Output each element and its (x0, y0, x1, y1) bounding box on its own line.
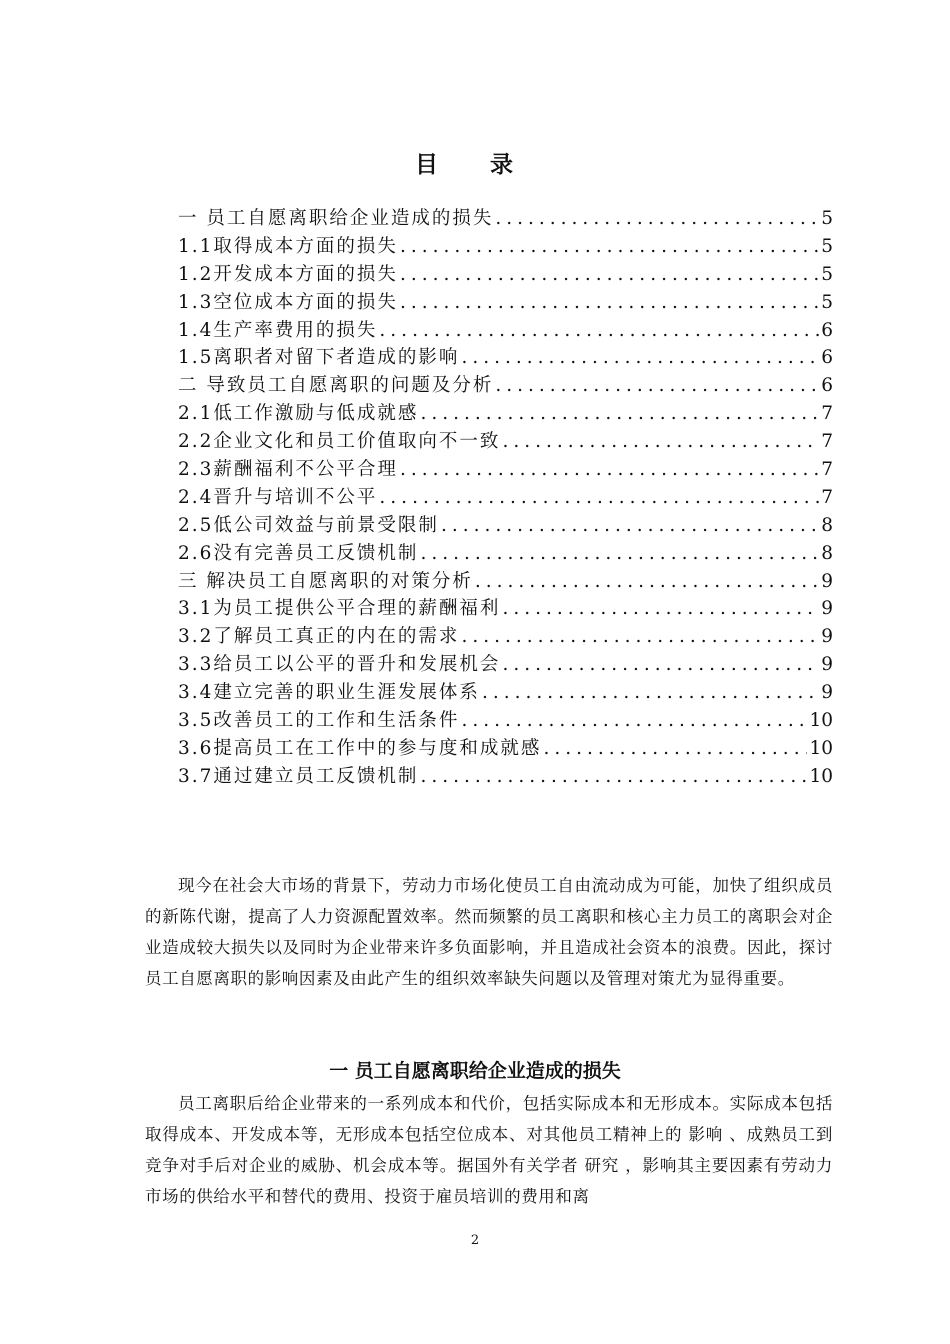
toc-entry-page: 9 (821, 682, 833, 704)
toc-dot-leader (502, 654, 819, 675)
toc-dot-leader (495, 375, 819, 396)
toc-entry-page: 9 (821, 598, 833, 620)
toc-entry[interactable] (178, 483, 833, 511)
toc-entry[interactable] (178, 706, 833, 734)
toc-entry[interactable] (178, 260, 833, 288)
toc-entry[interactable] (178, 511, 833, 539)
toc-entry[interactable] (178, 316, 833, 344)
toc-entry-label: 3.6提高员工在工作中的参与度和成就感 (178, 737, 542, 759)
toc-entry-page: 8 (821, 542, 833, 564)
toc-entry-label: 1.4生产率费用的损失 (178, 319, 378, 341)
toc-entry[interactable] (178, 762, 833, 790)
toc-entry-label: 三 解决员工自愿离职的对策分析 (178, 570, 473, 592)
toc-entry[interactable] (178, 232, 833, 260)
toc-entry[interactable] (178, 288, 833, 316)
table-of-contents (178, 204, 833, 790)
toc-entry-page: 7 (821, 459, 833, 481)
toc-entry-label: 2.2企业文化和员工价值取向不一致 (178, 431, 501, 453)
toc-entry-label: 3.2了解员工真正的内在的需求 (178, 626, 460, 648)
toc-entry-label: 二 导致员工自愿离职的问题及分析 (178, 375, 494, 397)
toc-entry-label: 1.3空位成本方面的损失 (178, 291, 398, 313)
toc-entry[interactable] (178, 427, 833, 455)
toc-entry-label: 一 员工自愿离职给企业造成的损失 (178, 208, 494, 229)
toc-entry-page: 5 (821, 263, 833, 285)
toc-entry-label: 3.5改善员工的工作和生活条件 (178, 710, 460, 732)
toc-entry-label: 3.1为员工提供公平合理的薪酬福利 (178, 598, 501, 620)
toc-entry-page: 10 (809, 765, 833, 787)
toc-entry[interactable] (178, 678, 833, 706)
toc-entry[interactable] (178, 539, 833, 567)
toc-entry-page: 9 (821, 626, 833, 648)
toc-title: 目 录 (414, 152, 535, 178)
toc-entry[interactable] (178, 343, 833, 371)
toc-dot-leader (461, 626, 819, 647)
toc-entry-page: 10 (809, 710, 833, 732)
toc-entry-page: 7 (821, 431, 833, 453)
toc-dot-leader (461, 710, 807, 731)
toc-entry-label: 2.6没有完善员工反馈机制 (178, 542, 419, 564)
toc-dot-leader (543, 738, 807, 759)
toc-dot-leader (420, 766, 807, 787)
toc-entry[interactable] (178, 399, 833, 427)
toc-entry-label: 3.4建立完善的职业生涯发展体系 (178, 682, 480, 704)
toc-entry-label: 2.3薪酬福利不公平合理 (178, 459, 398, 481)
toc-dot-leader (482, 682, 819, 703)
toc-dot-leader (502, 431, 819, 452)
toc-dot-leader (400, 292, 819, 313)
toc-dot-leader (400, 459, 819, 480)
toc-entry[interactable] (178, 622, 833, 650)
toc-entry-page: 9 (821, 654, 833, 676)
toc-entry-page: 5 (821, 291, 833, 313)
toc-entry-label: 2.5低公司效益与前景受限制 (178, 514, 439, 536)
toc-dot-leader (379, 487, 819, 508)
toc-entry-page: 6 (821, 319, 833, 341)
toc-entry-page: 7 (821, 403, 833, 425)
toc-dot-leader (461, 347, 819, 368)
toc-dot-leader (379, 320, 819, 341)
section-heading: 一 员工自愿离职给企业造成的损失 (329, 1060, 621, 1082)
toc-dot-leader (400, 264, 819, 285)
toc-dot-leader (420, 403, 819, 424)
toc-entry[interactable] (178, 371, 833, 399)
toc-entry-label: 2.4晋升与培训不公平 (178, 486, 378, 508)
toc-entry[interactable] (178, 594, 833, 622)
toc-entry-page: 9 (821, 570, 833, 592)
toc-entry-label: 3.3给员工以公平的晋升和发展机会 (178, 654, 501, 676)
toc-dot-leader (495, 208, 819, 229)
toc-entry-page: 5 (821, 235, 833, 257)
toc-entry[interactable] (178, 734, 833, 762)
toc-entry[interactable] (178, 204, 833, 232)
toc-dot-leader (420, 543, 819, 564)
toc-entry[interactable] (178, 455, 833, 483)
toc-entry-page: 5 (821, 208, 833, 229)
toc-entry-page: 10 (809, 737, 833, 759)
toc-entry[interactable] (178, 650, 833, 678)
toc-entry-page: 7 (821, 486, 833, 508)
page-number: 2 (470, 1233, 480, 1248)
toc-entry-label: 3.7通过建立员工反馈机制 (178, 765, 419, 787)
toc-dot-leader (400, 236, 819, 257)
toc-entry-page: 6 (821, 347, 833, 369)
toc-dot-leader (475, 571, 819, 592)
toc-entry-label: 1.2开发成本方面的损失 (178, 263, 398, 285)
toc-entry-page: 6 (821, 375, 833, 397)
toc-entry-label: 2.1低工作激励与低成就感 (178, 403, 419, 425)
toc-entry-label: 1.1取得成本方面的损失 (178, 235, 398, 257)
toc-dot-leader (441, 515, 819, 536)
section-paragraph: 员工离职后给企业带来的一系列成本和代价，包括实际成本和无形成本。实际成本包括取得成本、开发成本等，无形成本包括空位成本、对其他员工精神上的 影响 、成熟员工到竞争对手后对企业的威胁、机会成本等。据国外有关学者 研究 ，影响其主要因素有劳动力市场的供给水平和替代的费用、投资于雇员培训的费用和离 (145, 1094, 833, 1206)
toc-entry-label: 1.5离职者对留下者造成的影响 (178, 347, 460, 369)
toc-entry[interactable] (178, 567, 833, 595)
toc-dot-leader (502, 598, 819, 619)
toc-entry-page: 8 (821, 514, 833, 536)
intro-paragraph: 现今在社会大市场的背景下，劳动力市场化使员工自由流动成为可能，加快了组织成员的新陈代谢，提高了人力资源配置效率。然而频繁的员工离职和核心主力员工的离职会对企业造成较大损失以及同时为企业带来许多负面影响，并且造成社会资本的浪费。因此，探讨员工自愿离职的影响因素及由此产生的组织效率缺失问题以及管理对策尤为显得重要。 (145, 876, 833, 988)
